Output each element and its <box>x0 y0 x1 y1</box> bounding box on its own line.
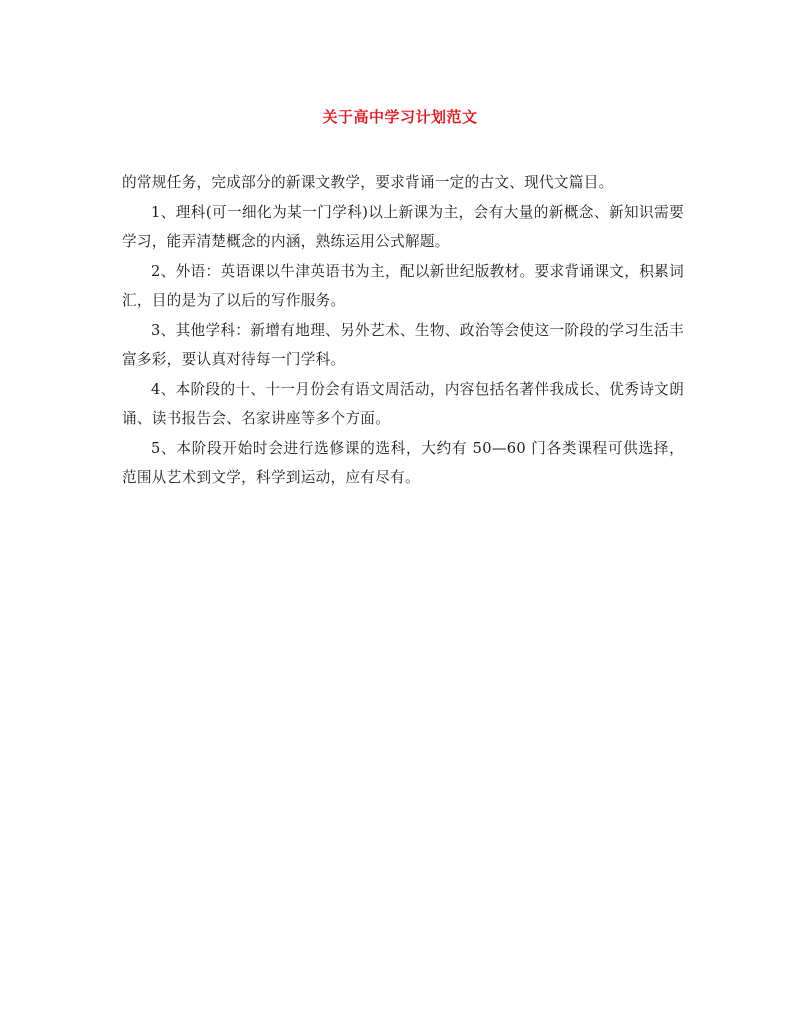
document-body <box>122 168 684 493</box>
document-title: 关于高中学习计划范文 <box>322 108 478 126</box>
paragraph-chinese-week: 4、本阶段的十、十一月份会有语文周活动，内容包括名著伴我成长、优秀诗文朗诵、读书报告会、名家讲座等多个方面。 <box>122 380 684 427</box>
paragraph-foreign-language: 2、外语：英语课以牛津英语书为主，配以新世纪版教材。要求背诵课文，积累词汇，目的是为了以后的写作服务。 <box>122 262 684 309</box>
paragraph-other-subjects: 3、其他学科：新增有地理、另外艺术、生物、政治等会使这一阶段的学习生活丰富多彩，要认真对待每一门学科。 <box>122 321 684 368</box>
paragraph-continuation: 的常规任务，完成部分的新课文教学，要求背诵一定的古文、现代文篇目。 <box>122 174 614 191</box>
paragraph-science: 1、理科(可一细化为某一门学科)以上新课为主，会有大量的新概念、新知识需要学习，能弄清楚概念的内涵，熟练运用公式解题。 <box>122 203 684 250</box>
paragraph-electives: 5、本阶段开始时会进行选修课的选科，大约有 50—60 门各类课程可供选择，范围从艺术到文学，科学到运动，应有尽有。 <box>122 439 684 486</box>
